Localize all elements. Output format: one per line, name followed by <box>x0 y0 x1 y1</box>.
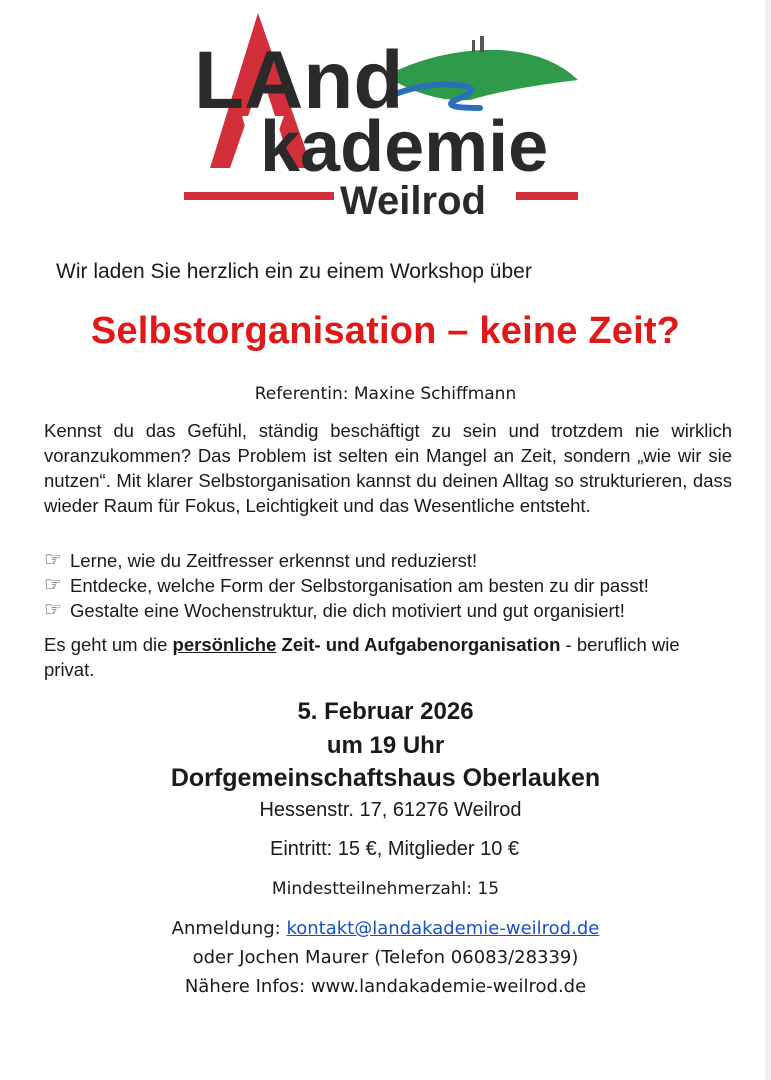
intro-text: Wir laden Sie herzlich ein zu einem Workshop über <box>56 260 532 283</box>
headline: Selbstorganisation – keine Zeit? <box>90 310 681 352</box>
closing-prefix: Es geht um die <box>44 634 173 655</box>
event-time: um 19 Uhr <box>326 732 445 759</box>
logo-tower-icon <box>480 36 484 52</box>
min-participants: Mindestteilnehmerzahl: 15 <box>271 879 500 899</box>
logo-tower-icon-2 <box>472 40 475 52</box>
description-paragraph: Kennst du das Gefühl, ständig beschäftigt zu sein und trotzdem nie wirklich voranzukommen? Das Problem ist selten ein Mangel an Zeit, sondern „wie wir sie nutzen“. Mit klarer Selbstorganisation kannst du deinen Alltag so strukturieren, dass wieder Raum für Fokus, Leichtigkeit und das Wesentliche entsteht. <box>44 420 732 516</box>
pointing-hand-icon: ☞ <box>44 599 62 621</box>
closing-emphasis-underlined: persönliche <box>172 634 277 655</box>
closing-paragraph <box>44 632 734 682</box>
registration-label: Anmeldung: <box>171 918 287 939</box>
logo-line3: Weilrod <box>340 179 486 223</box>
event-address: Hessenstr. 17, 61276 Weilrod <box>259 799 522 821</box>
bullet-list <box>44 548 744 623</box>
event-date: 5. Februar 2026 <box>297 698 474 725</box>
registration-line <box>0 918 771 939</box>
bullet-item <box>44 548 744 573</box>
logo-hill-icon <box>385 50 578 100</box>
logo-bar-right <box>516 192 578 200</box>
speaker: Referentin: Maxine Schiffmann <box>254 384 517 404</box>
closing-emphasis: Zeit- und Aufgabenorganisation <box>276 634 561 655</box>
pointing-hand-icon: ☞ <box>44 574 62 596</box>
event-venue: Dorfgemeinschaftshaus Oberlauken <box>170 764 601 792</box>
bullet-text: Entdecke, welche Form der Selbstorganisation am besten zu dir passt! <box>70 575 649 596</box>
phone-contact: oder Jochen Maurer (Telefon 06083/28339) <box>192 947 579 968</box>
logo-line1: LAnd <box>194 35 404 126</box>
email-link[interactable]: kontakt@landakademie-weilrod.de <box>286 918 600 939</box>
logo-line2: kademie <box>260 107 549 187</box>
bullet-text: Lerne, wie du Zeitfresser erkennst und reduzierst! <box>70 550 478 571</box>
event-fee: Eintritt: 15 €, Mitglieder 10 € <box>269 838 519 860</box>
logo-bar-left <box>184 192 334 200</box>
pointing-hand-icon: ☞ <box>44 549 62 571</box>
bullet-item <box>44 598 744 623</box>
page-edge <box>765 0 771 1080</box>
closing-suffix: - beruflich wie privat. <box>44 634 680 680</box>
website-info: Nähere Infos: www.landakademie-weilrod.de <box>184 976 587 997</box>
bullet-text: Gestalte eine Wochenstruktur, die dich motiviert und gut organisiert! <box>70 600 625 621</box>
bullet-item <box>44 573 744 598</box>
landakademie-logo <box>180 8 600 223</box>
